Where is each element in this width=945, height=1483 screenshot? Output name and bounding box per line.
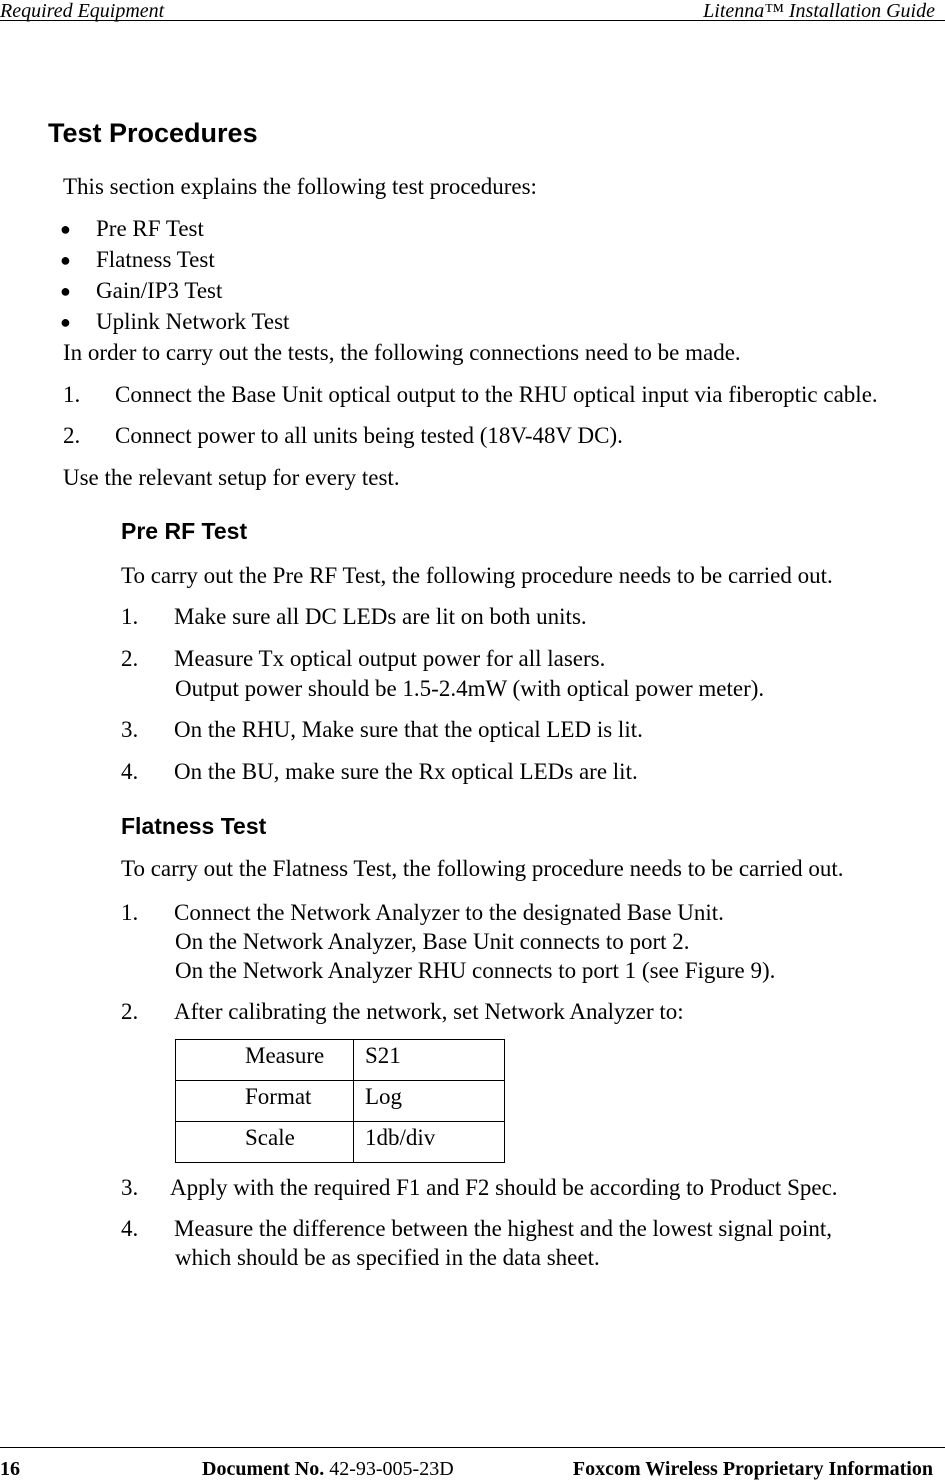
running-header-right: Litenna™ Installation Guide [703, 0, 935, 22]
step-number: 3. [121, 717, 139, 742]
table-cell-value: 1db/div [354, 1122, 505, 1163]
step-text: On the RHU, Make sure that the optical LED is lit. [174, 717, 643, 742]
table-cell-param: Format [176, 1081, 354, 1122]
footer-rule [0, 1447, 945, 1448]
step-text: On the Network Analyzer RHU connects to port 1 (see Figure 9). [175, 958, 776, 983]
bullet-icon: ● [60, 250, 71, 270]
step-text: Make sure all DC LEDs are lit on both units. [174, 604, 587, 629]
step-text: Connect power to all units being tested (18V-48V DC). [115, 423, 623, 448]
header-rule [0, 20, 945, 21]
list-item: Gain/IP3 Test [96, 278, 223, 303]
analyzer-settings-table [175, 1039, 505, 1163]
table-row [176, 1081, 505, 1122]
bullet-icon: ● [60, 312, 71, 332]
step-number: 1. [63, 382, 81, 407]
document-label: Document No. [202, 1458, 325, 1480]
step-number: 2. [121, 646, 139, 671]
step-text: Output power should be 1.5-2.4mW (with optical power meter). [175, 676, 765, 701]
step-text: Measure Tx optical output power for all lasers. [174, 646, 606, 671]
step-number: 1. [121, 604, 139, 629]
page-title: Test Procedures [48, 118, 258, 148]
list-item: Pre RF Test [96, 216, 204, 241]
step-number: 2. [63, 423, 81, 448]
page-number: 16 [0, 1458, 20, 1480]
step-text: On the Network Analyzer, Base Unit connects to port 2. [175, 929, 690, 954]
pre-rf-intro: To carry out the Pre RF Test, the following procedure needs to be carried out. [121, 563, 833, 588]
step-text: On the BU, make sure the Rx optical LEDs are lit. [174, 759, 638, 784]
proprietary-notice: Foxcom Wireless Proprietary Information [572, 1458, 933, 1480]
table-row [176, 1122, 505, 1163]
bullet-icon: ● [60, 219, 71, 239]
table-row [176, 1040, 505, 1081]
step-text: Apply with the required F1 and F2 should be according to Product Spec. [170, 1175, 838, 1200]
step-text: After calibrating the network, set Network Analyzer to: [174, 999, 684, 1024]
pre-rf-heading: Pre RF Test [121, 518, 248, 544]
step-number: 3. [121, 1175, 139, 1200]
section-intro: This section explains the following test procedures: [63, 174, 537, 199]
list-item: Uplink Network Test [96, 309, 290, 334]
step-text: which should be as specified in the data sheet. [175, 1245, 600, 1270]
step-text: Connect the Base Unit optical output to the RHU optical input via fiberoptic cable. [115, 382, 878, 407]
table-cell-value: S21 [354, 1040, 505, 1081]
step-number: 4. [121, 1216, 139, 1241]
setup-note: Use the relevant setup for every test. [63, 465, 400, 490]
step-number: 4. [121, 759, 139, 784]
table-cell-param: Scale [176, 1122, 354, 1163]
list-item: Flatness Test [96, 247, 215, 272]
table-cell-param: Measure [176, 1040, 354, 1081]
running-header-left: Required Equipment [0, 0, 165, 22]
flatness-heading: Flatness Test [121, 813, 267, 839]
step-number: 1. [121, 900, 139, 925]
table-cell-value: Log [354, 1081, 505, 1122]
connections-intro: In order to carry out the tests, the following connections need to be made. [63, 340, 741, 365]
document-id: 42-93-005-23D [329, 1458, 454, 1480]
step-number: 2. [121, 999, 139, 1024]
bullet-icon: ● [60, 281, 71, 301]
flatness-intro: To carry out the Flatness Test, the following procedure needs to be carried out. [121, 856, 844, 881]
step-text: Connect the Network Analyzer to the designated Base Unit. [174, 900, 724, 925]
step-text: Measure the difference between the highest and the lowest signal point, [174, 1216, 833, 1241]
